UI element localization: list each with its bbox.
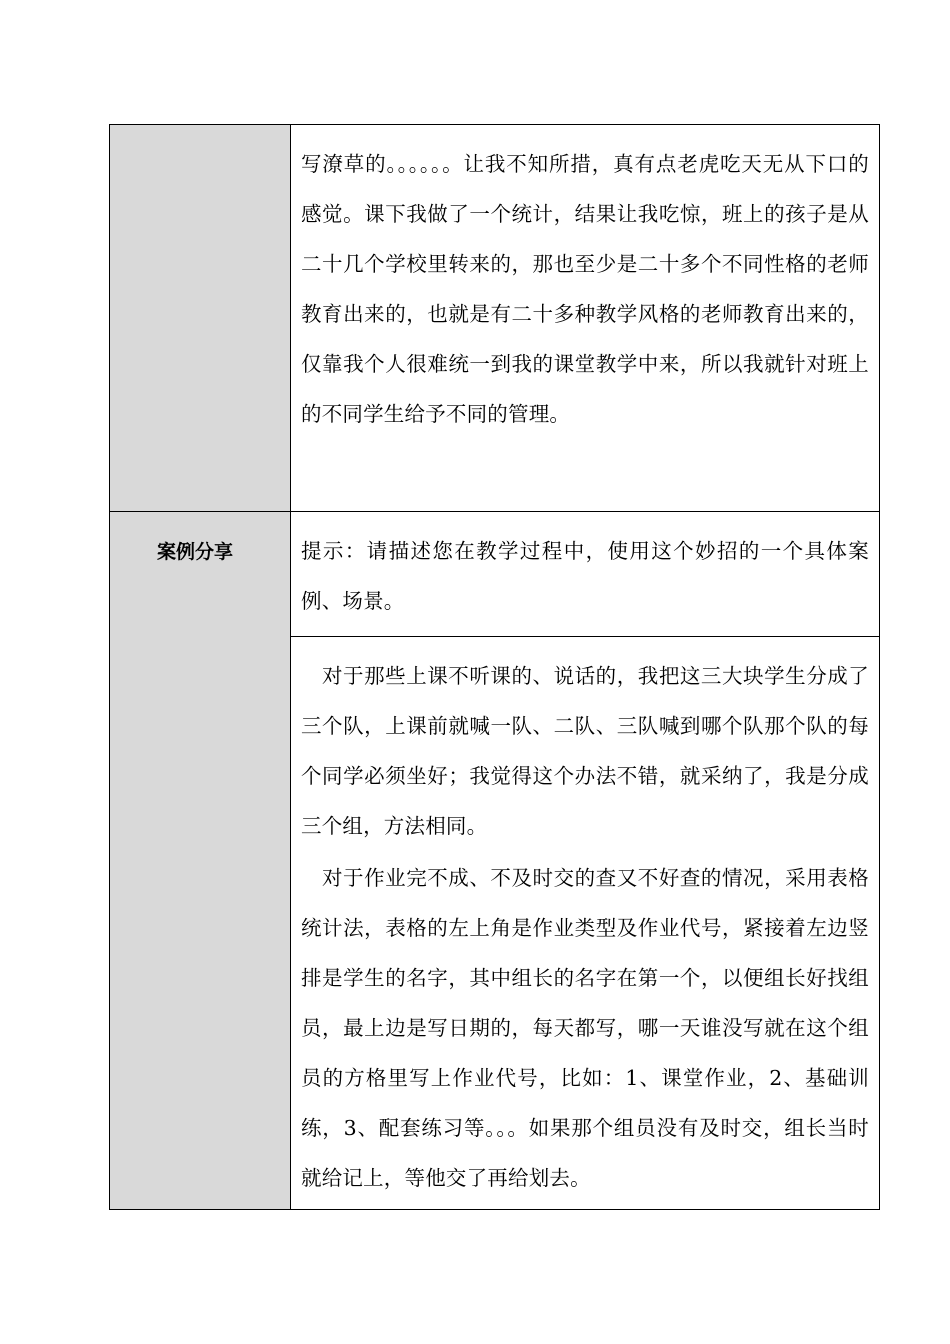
case-table [109, 124, 880, 1210]
table-row [110, 125, 880, 512]
case-label-cell [110, 512, 291, 1210]
case-paragraph-2: 对于作业完不成、不及时交的查又不好查的情况，采用表格统计法，表格的左上角是作业类型及作业代号，紧接着左边竖排是学生的名字，其中组长的名字在第一个，以便组长好找组员，最上边是写日期的，每天都写，哪一天谁没写就在这个组员的方格里写上作业代号，比如：1、课堂作业，2、基础训练，3、配套练习等。。。如果那个组员没有及时交，组长当时就给记上，等他交了再给划去。 [301, 866, 869, 1190]
label-cell-empty [110, 125, 291, 512]
table-row [110, 512, 880, 637]
content-cell-continued [291, 125, 880, 512]
hint-text: 提示：请描述您在教学过程中，使用这个妙招的一个具体案例、场景。 [301, 539, 869, 613]
case-paragraph-1: 对于那些上课不听课的、说话的，我把这三大块学生分成了三个队，上课前就喊一队、二队、三队喊到哪个队那个队的每个同学必须坐好；我觉得这个办法不错，就采纳了，我是分成三个组，方法相同。 [301, 664, 869, 838]
case-content-cell [291, 637, 880, 1210]
hint-cell [291, 512, 880, 637]
continued-paragraph: 写潦草的。。。。。。让我不知所措，真有点老虎吃天无从下口的感觉。课下我做了一个统计，结果让我吃惊，班上的孩子是从二十几个学校里转来的，那也至少是二十多个不同性格的老师教育出来的，也就是有二十多种教学风格的老师教育出来的，仅靠我个人很难统一到我的课堂教学中来，所以我就针对班上的不同学生给予不同的管理。 [301, 152, 869, 426]
case-label: 案例分享 [156, 541, 233, 563]
